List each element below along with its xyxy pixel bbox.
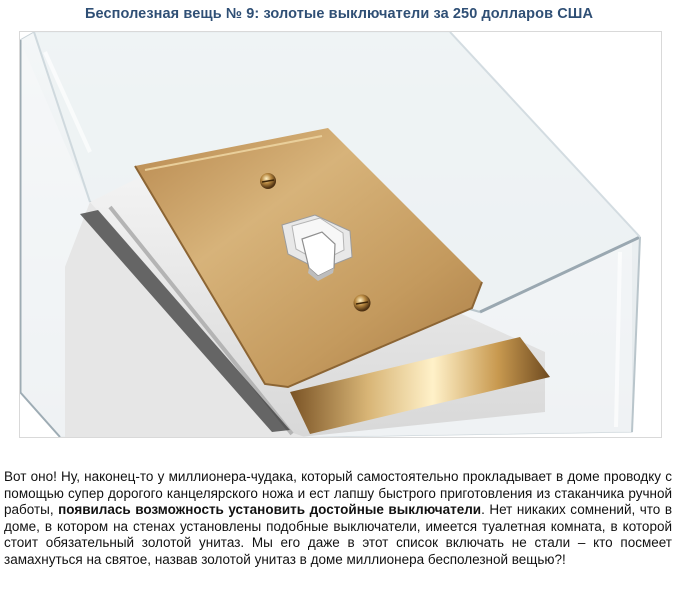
article-text-part: Вот оно! Ну, наконец-то у миллионера-чудака, который самостоятельно прокладывает в доме проводку с помощью супер дорогого канцелярского ножа и ест лапшу быстрого приготовления из стаканчика ручной работы, [4, 469, 672, 518]
article-title: Бесполезная вещь № 9: золотые выключатели за 250 долларов США [84, 6, 594, 22]
product-photo [19, 31, 662, 438]
article-text [4, 469, 672, 569]
article-text-part: . Нет никаких сомнений, что в доме, в котором на стенах установлены подобные выключатели, имеется туалетная комната, в которой стоит обязательный золотой унитаз. Мы его даже в этот список включать не стали – кто посмеет замахнуться на святое, назвав золотой унитаз в доме миллионера бесполезной вещью?! [4, 502, 672, 567]
article-highlight: появилась возможность установить достойные выключатели [58, 502, 482, 518]
